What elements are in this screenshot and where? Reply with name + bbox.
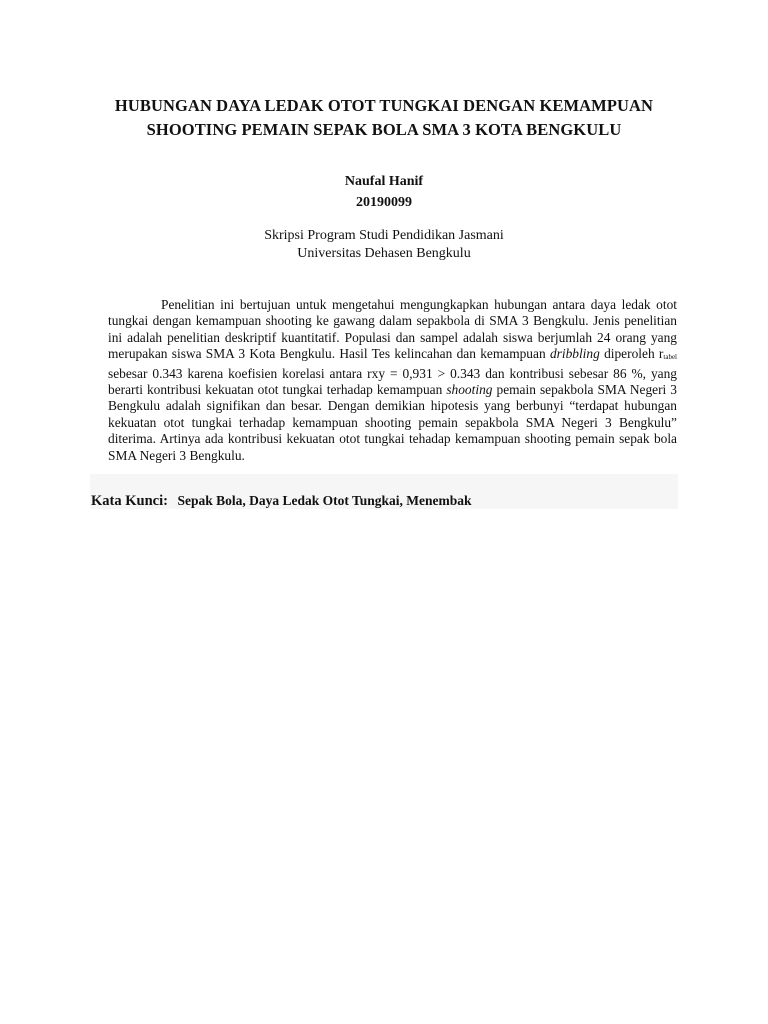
abstract-italic-shooting: shooting: [446, 382, 493, 398]
institution-block: [0, 227, 768, 263]
author-block: [0, 171, 768, 213]
study-program: Skripsi Program Studi Pendidikan Jasmani: [264, 228, 504, 243]
abstract-paragraph: [108, 297, 677, 464]
document-title: [60, 94, 708, 142]
abstract-italic-dribbling: dribbling: [549, 346, 600, 362]
title-line-1: HUBUNGAN DAYA LEDAK OTOT TUNGKAI DENGAN KEMAMPUAN: [114, 96, 654, 115]
keywords-label: Kata Kunci:: [91, 493, 168, 509]
abstract-text-2: diperoleh r: [599, 346, 664, 362]
student-id: 20190099: [356, 195, 412, 210]
abstract-text-1: Penelitian ini bertujuan untuk mengetahui mengungkapkan hubungan antara daya ledak otot tungkai dengan kemampuan shooting ke gawang dalam sepakbola di SMA 3 Bengkulu. Jenis penelitian ini adalah penelitian deskriptif kuantitatif. Populasi dan sampel adalah siswa berjumlah 24 orang yang merupakan siswa SMA 3 Kota Bengkulu. Hasil Tes kelincahan dan kemampuan: [108, 297, 677, 362]
abstract-text-4: pemain sepakbola SMA Negeri 3 Bengkulu adalah signifikan dan besar. Dengan demikian hipotesis yang berbunyi “terdapat hubungan kekuatan otot tungkai terhadap kemampuan shooting pemain sepakbola SMA Negeri 3 Bengkulu” diterima. Artinya ada kontribusi kekuatan otot tungkai tehadap kemampuan shooting pemain sepak bola SMA Negeri 3 Bengkulu.: [108, 382, 677, 463]
title-line-2: SHOOTING PEMAIN SEPAK BOLA SMA 3 KOTA BENGKULU: [146, 120, 622, 139]
university-name: Universitas Dehasen Bengkulu: [297, 246, 471, 261]
abstract-text-3: sebesar 0.343 karena koefisien korelasi antara rxy = 0,931 > 0.343 dan kontribusi sebesar 86 %, yang berarti kontribusi kekuatan otot tungkai terhadap kemampuan: [108, 365, 677, 398]
author-name: Naufal Hanif: [344, 174, 424, 189]
keywords-value: Sepak Bola, Daya Ledak Otot Tungkai, Menembak: [177, 493, 472, 508]
abstract-subscript-tabel: tabel: [663, 353, 677, 362]
keywords-line: [91, 492, 472, 511]
